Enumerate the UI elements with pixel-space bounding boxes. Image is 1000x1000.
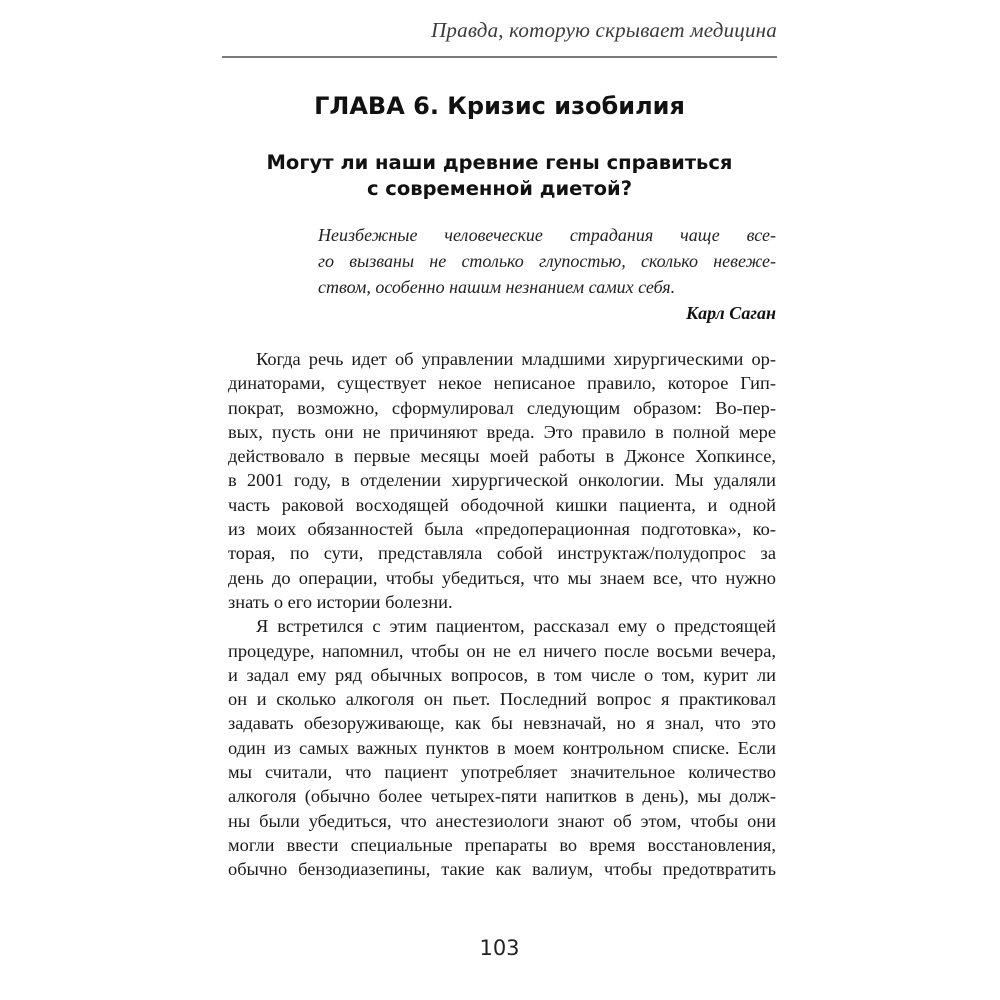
text-line: из моих обязанностей была «предоперационная подготовка», ко- bbox=[228, 519, 776, 540]
text-line: алкоголя (обычно более четырех-пяти напитков в день), мы долж- bbox=[228, 786, 776, 807]
chapter-subtitle-line: с современной диетой? bbox=[366, 177, 633, 200]
chapter-subtitle-line: Могут ли наши древние гены справиться bbox=[266, 151, 733, 174]
text-line: Я встретился с этим пациентом, рассказал ему о предстоящей bbox=[256, 616, 776, 637]
text-line: вых, пусть они не причиняют вреда. Это правило в полной мере bbox=[228, 421, 776, 442]
epigraph-author: Карл Саган bbox=[685, 303, 776, 323]
text-line: могли ввести специальные препараты во время восстановления, bbox=[228, 834, 776, 855]
text-line: Когда речь идет об управлении младшими хирургическими ор- bbox=[256, 349, 776, 369]
epigraph bbox=[318, 222, 776, 300]
text-line: и задал ему ряд обычных вопросов, в том числе о том, курит ли bbox=[228, 664, 776, 685]
chapter-title: ГЛАВА 6. Кризис изобилия bbox=[314, 92, 685, 120]
text-line: мы считали, что пациент употребляет значительное количество bbox=[228, 762, 776, 783]
paragraph-2 bbox=[228, 614, 776, 881]
epigraph-line: го вызваны не столько глупостью, сколько невеже- bbox=[318, 251, 776, 271]
text-line: пократ, возможно, сформулировал следующим образом: Во-пер- bbox=[228, 397, 776, 418]
text-line: процедуре, напомнил, чтобы он не ел ничего после восьми вечера, bbox=[228, 640, 776, 661]
text-line: день до операции, чтобы убедиться, что мы знаем все, что нужно bbox=[228, 567, 776, 588]
text-line: обычно бензодиазепины, такие как валиум, чтобы предотвратить bbox=[228, 859, 776, 880]
page-number: 103 bbox=[479, 936, 520, 960]
paragraph-1 bbox=[228, 347, 776, 614]
header-divider bbox=[222, 56, 777, 58]
text-line: часть раковой восходящей ободочной кишки пациента, и одной bbox=[228, 494, 776, 515]
text-line: он и сколько алкоголя он пьет. Последний вопрос я практиковал bbox=[228, 689, 776, 710]
text-line: знать о его истории болезни. bbox=[228, 591, 453, 612]
text-line: торая, по сути, представляла собой инструктаж/полудопрос за bbox=[228, 543, 776, 564]
body-text bbox=[228, 347, 776, 882]
text-line: ны были убедиться, что анестезиологи знают об этом, чтобы они bbox=[228, 810, 776, 831]
text-line: задавать обезоруживающе, как бы невзначай, но я знал, что это bbox=[228, 713, 776, 734]
epigraph-line: Неизбежные человеческие страдания чаще все- bbox=[318, 225, 776, 245]
chapter-subtitle bbox=[222, 150, 777, 202]
running-header: Правда, которую скрывает медицина bbox=[431, 18, 777, 42]
text-line: динаторами, существует некое неписаное правило, которое Гип- bbox=[228, 373, 776, 394]
text-line: в 2001 году, в отделении хирургической онкологии. Мы удаляли bbox=[228, 470, 776, 491]
text-line: один из самых важных пунктов в моем контрольном списке. Если bbox=[228, 737, 776, 758]
epigraph-line: ством, особенно нашим незнанием самих себя. bbox=[318, 277, 676, 297]
text-line: действовало в первые месяцы моей работы в Джонсе Хопкинсе, bbox=[228, 446, 776, 467]
